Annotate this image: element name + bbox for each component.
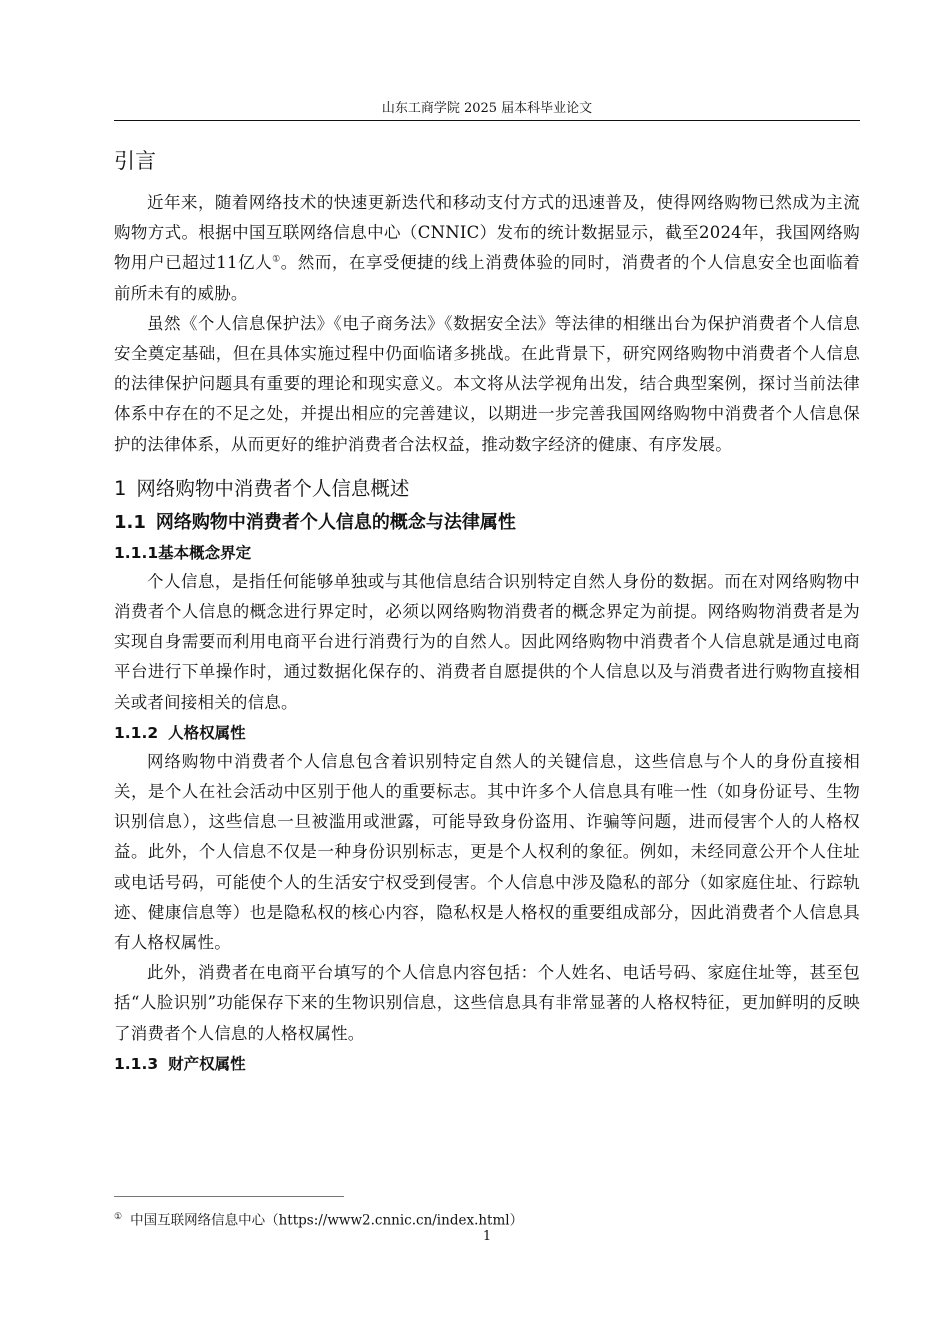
section-1-1-2-heading bbox=[114, 720, 860, 747]
running-header: 山东工商学院 2025 届本科毕业论文 bbox=[381, 101, 593, 116]
intro-heading: 引言 bbox=[114, 149, 156, 173]
section-1-heading bbox=[114, 474, 860, 504]
footnote-mark: ① bbox=[114, 1212, 123, 1222]
intro-paragraph-1 bbox=[114, 188, 860, 309]
section-1-title: 网络购物中消费者个人信息概述 bbox=[136, 476, 410, 500]
section-1-1-2-paragraph-1: 网络购物中消费者个人信息包含着识别特定自然人的关键信息，这些信息与个人的身份直接相关，是个人在社会活动中区别于他人的重要标志。其中许多个人信息具有唯一性（如身份证号、生物识别信息），这些信息一旦被滥用或泄露，可能导致身份盗用、诈骗等问题，进而侵害个人的人格权益。此外，个人信息不仅是一种身份识别标志，更是个人权利的象征。例如，未经同意公开个人住址或电话号码，可能使个人的生活安宁权受到侵害。个人信息中涉及隐私的部分（如家庭住址、行踪轨迹、健康信息等）也是隐私权的核心内容，隐私权是人格权的重要组成部分，因此消费者个人信息具有人格权属性。 bbox=[114, 751, 860, 953]
header-rule bbox=[114, 120, 860, 121]
footnote-ref-1[interactable]: ① bbox=[272, 254, 281, 265]
footnote-rule bbox=[114, 1196, 344, 1197]
page-number: 1 bbox=[482, 1229, 492, 1244]
section-1-1-number: 1.1 bbox=[114, 511, 146, 533]
section-1-1-1-number: 1.1.1 bbox=[114, 543, 159, 562]
section-1-1-title: 网络购物中消费者个人信息的概念与法律属性 bbox=[155, 511, 516, 533]
section-1-1-heading bbox=[114, 508, 860, 538]
section-1-1-1-title: 基本概念界定 bbox=[158, 543, 252, 562]
footnote-text: 中国互联网络信息中心（https://www2.cnnic.cn/index.html） bbox=[130, 1212, 524, 1229]
section-1-1-1-paragraph-1: 个人信息，是指任何能够单独或与其他信息结合识别特定自然人身份的数据。而在对网络购物中消费者个人信息的概念进行界定时，必须以网络购物消费者的概念界定为前提。网络购物消费者是为实现自身需要而利用电商平台进行消费行为的自然人。因此网络购物中消费者个人信息就是通过电商平台进行下单操作时，通过数据化保存的、消费者自愿提供的个人信息以及与消费者进行购物直接相关或者间接相关的信息。 bbox=[114, 571, 860, 712]
section-1-1-3-heading bbox=[114, 1051, 860, 1078]
intro-p1-text-b: 。然而，在享受便捷的线上消费体验的同时，消费者的个人信息安全也面临着前所未有的威胁。 bbox=[114, 253, 860, 303]
section-1-1-3-number: 1.1.3 bbox=[114, 1054, 159, 1073]
intro-paragraph-2: 虽然《个人信息保护法》《电子商务法》《数据安全法》等法律的相继出台为保护消费者个人信息安全奠定基础，但在具体实施过程中仍面临诸多挑战。在此背景下，研究网络购物中消费者个人信息的法律保护问题具有重要的理论和现实意义。本文将从法学视角出发，结合典型案例，探讨当前法律体系中存在的不足之处，并提出相应的完善建议，以期进一步完善我国网络购物中消费者个人信息保护的法律体系，从而更好的维护消费者合法权益，推动数字经济的健康、有序发展。 bbox=[114, 313, 860, 454]
intro-p1-text-a: 近年来，随着网络技术的快速更新迭代和移动支付方式的迅速普及，使得网络购物已然成为主流购物方式。根据中国互联网络信息中心（CNNIC）发布的统计数据显示，截至2024年，我国网络购物用户已超过11亿人 bbox=[114, 193, 860, 273]
section-1-1-3-title: 财产权属性 bbox=[168, 1054, 246, 1073]
page-body bbox=[114, 136, 860, 1078]
section-1-1-1-heading bbox=[114, 540, 860, 567]
section-1-1-2-number: 1.1.2 bbox=[114, 723, 159, 742]
section-1-1-2-title: 人格权属性 bbox=[168, 723, 246, 742]
footnote bbox=[114, 1208, 860, 1230]
section-1-number: 1 bbox=[114, 476, 127, 500]
section-1-1-2-paragraph-2: 此外，消费者在电商平台填写的个人信息内容包括：个人姓名、电话号码、家庭住址等，甚至包括“人脸识别”功能保存下来的生物识别信息，这些信息具有非常显著的人格权特征，更加鲜明的反映了消费者个人信息的人格权属性。 bbox=[114, 963, 860, 1043]
